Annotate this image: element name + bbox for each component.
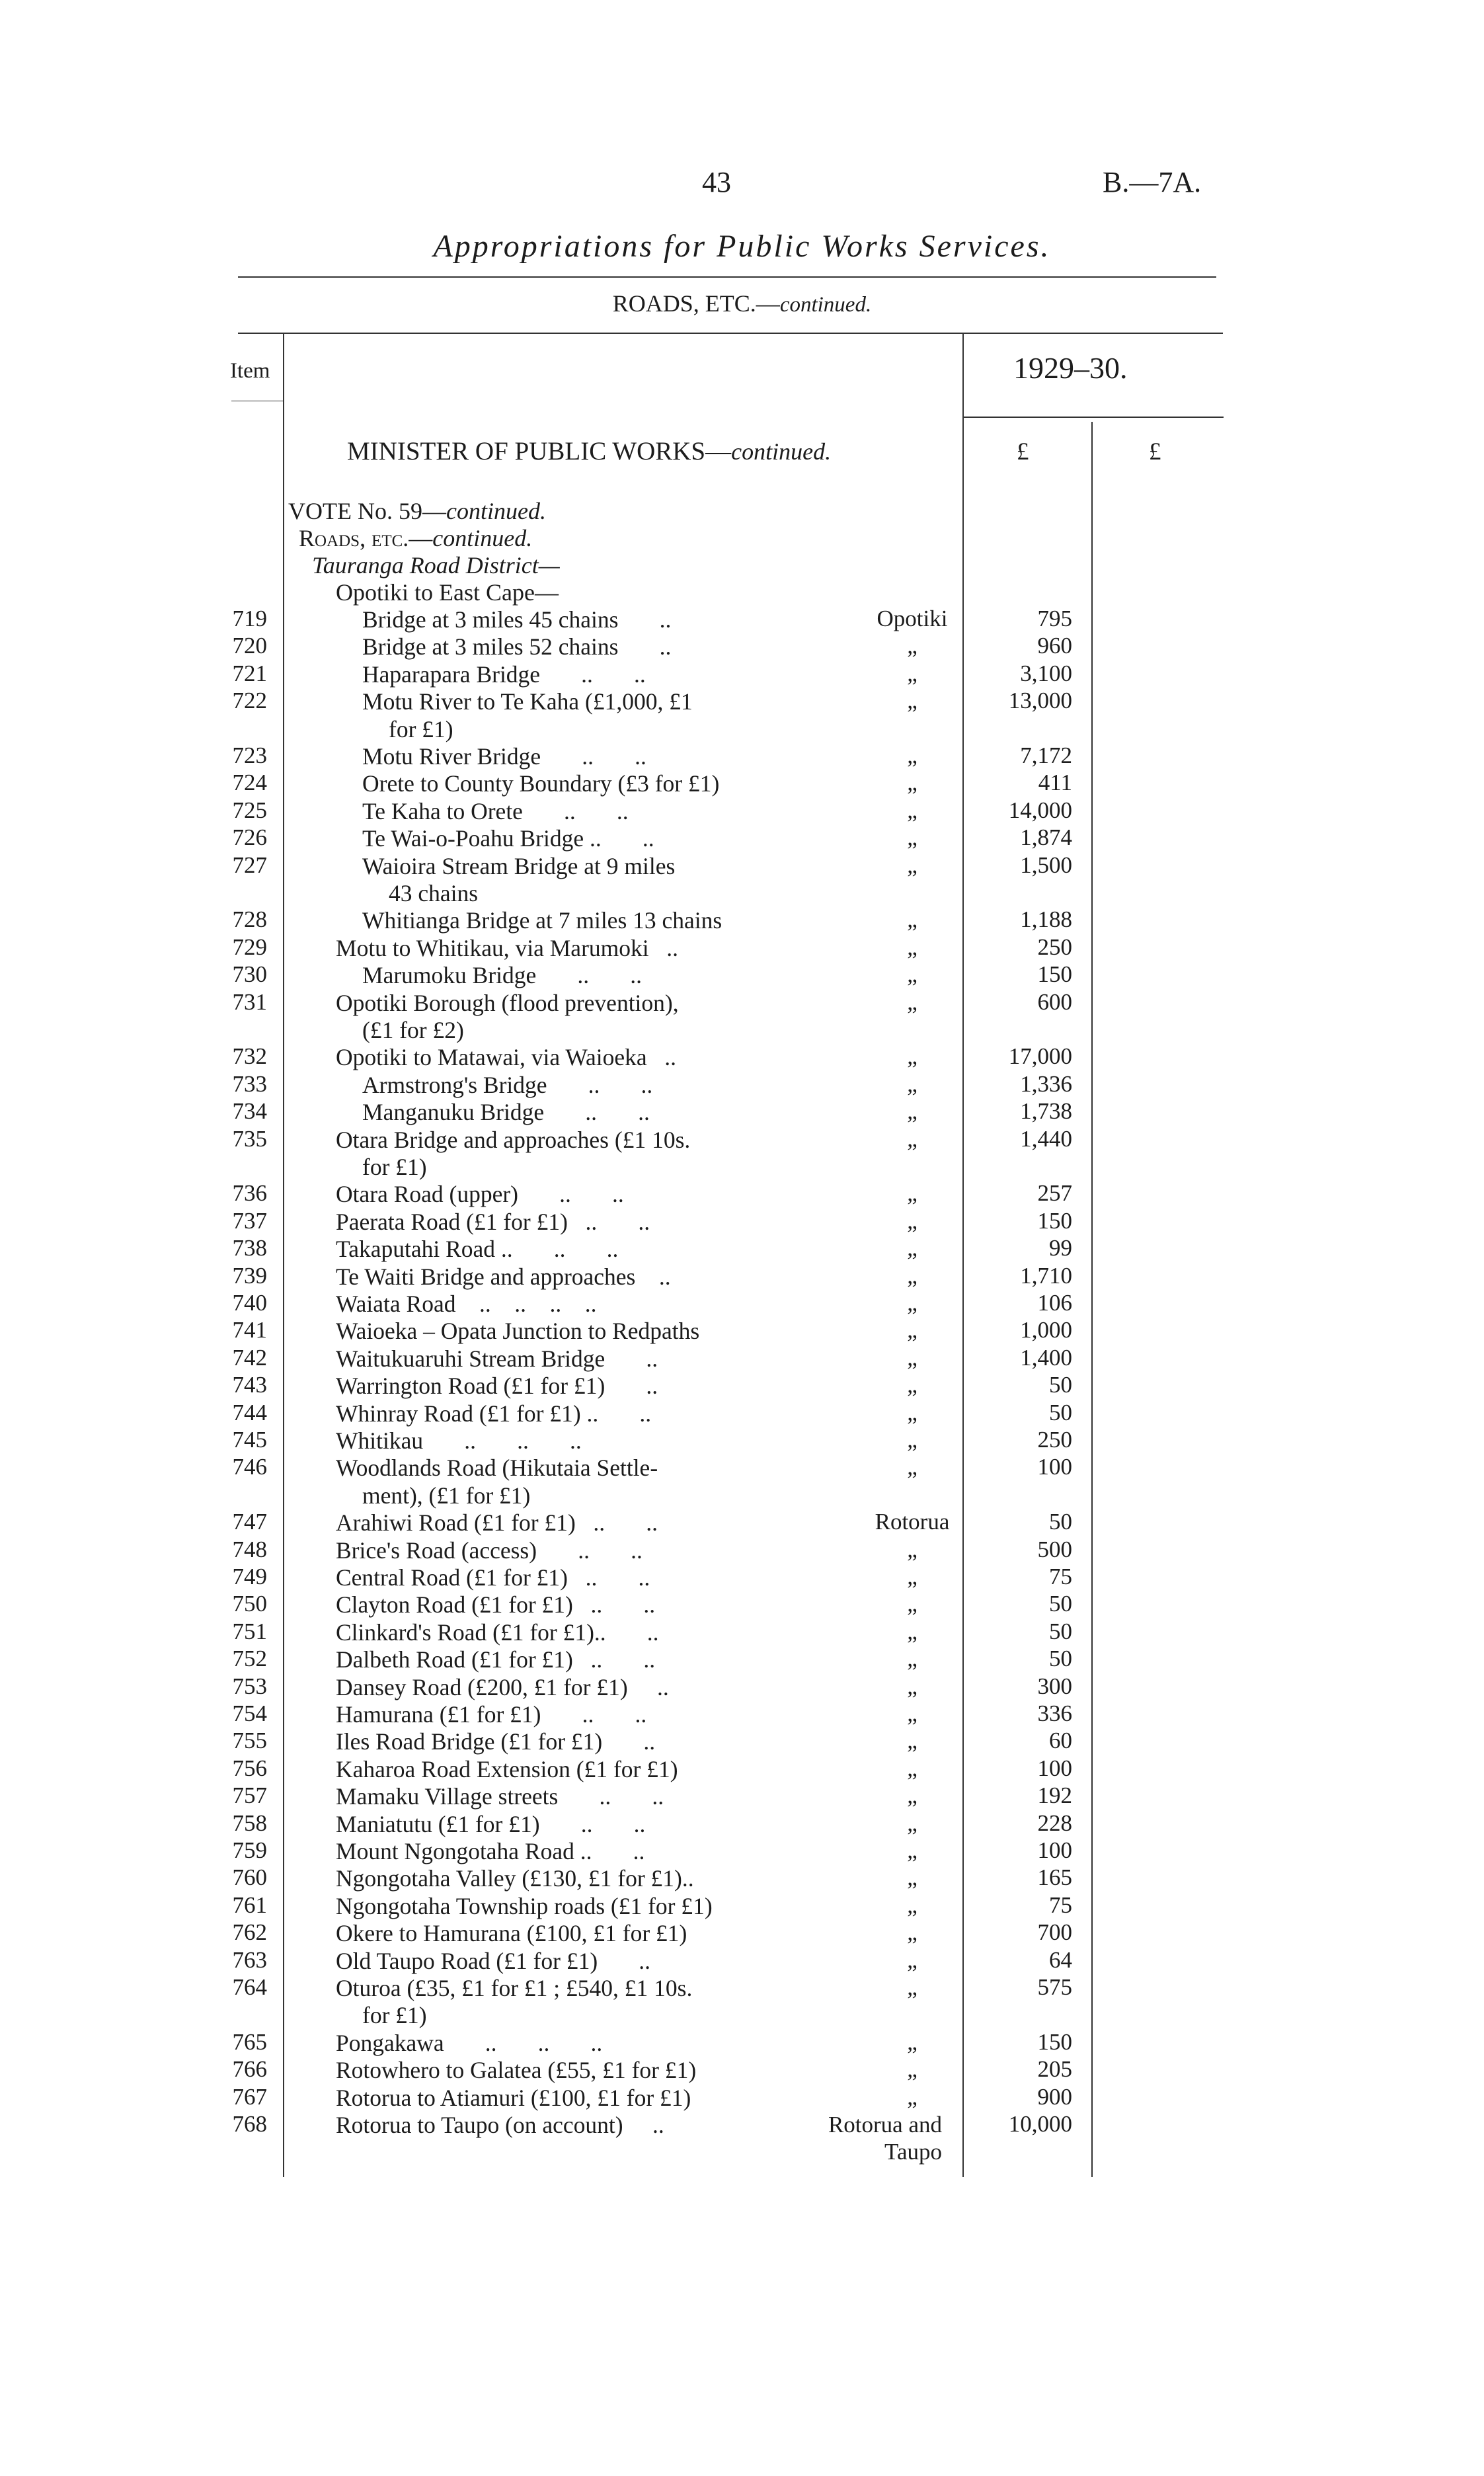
item-description-continued: for £1) <box>362 1154 427 1180</box>
item-number: 759 <box>232 1837 267 1863</box>
amount: 100 <box>1037 1837 1072 1863</box>
item-number: 719 <box>232 606 267 631</box>
item-description: Old Taupo Road (£1 for £1) .. <box>336 1947 651 1974</box>
ditto-mark: „ <box>907 1755 918 1781</box>
item-number: 744 <box>232 1399 267 1425</box>
item-description: Dansey Road (£200, £1 for £1) .. <box>336 1673 669 1700</box>
item-description: Marumoku Bridge .. .. <box>362 962 643 989</box>
ditto-mark: „ <box>907 1591 918 1617</box>
ditto-mark: „ <box>907 1810 918 1836</box>
item-number: 725 <box>232 797 267 823</box>
item-number: 734 <box>232 1098 267 1125</box>
item-number: 752 <box>232 1646 267 1672</box>
ditto-mark: „ <box>907 1125 918 1152</box>
item-number: 737 <box>232 1207 267 1234</box>
amount: 900 <box>1037 2083 1072 2110</box>
ditto-mark: „ <box>907 1700 918 1726</box>
amount: 50 <box>1049 1399 1072 1425</box>
item-number: 739 <box>232 1262 267 1289</box>
page-number: 43 <box>702 166 731 198</box>
item-number: 729 <box>232 934 267 960</box>
amount: 1,336 <box>1020 1070 1072 1097</box>
amount: 795 <box>1037 606 1072 631</box>
ditto-mark: „ <box>907 742 918 768</box>
ditto-mark: „ <box>907 1974 918 2000</box>
item-number: 765 <box>232 2028 267 2055</box>
amount: 100 <box>1037 1755 1072 1781</box>
item-number: 735 <box>232 1125 267 1152</box>
item-description: Te Wai-o-Poahu Bridge .. .. <box>362 825 654 852</box>
item-description: Brice's Road (access) .. .. <box>336 1537 643 1564</box>
ditto-mark: „ <box>907 660 918 686</box>
item-description: Takaputahi Road .. .. .. <box>336 1236 619 1263</box>
amount: 250 <box>1037 1427 1072 1453</box>
ditto-mark: „ <box>907 1399 918 1425</box>
ditto-mark: „ <box>907 1262 918 1289</box>
ditto-mark: „ <box>907 1372 918 1398</box>
minister-heading: MINISTER OF PUBLIC WORKS—continued. <box>347 437 832 465</box>
item-description: Arahiwi Road (£1 for £1) .. .. <box>336 1509 658 1537</box>
amount: 150 <box>1037 961 1072 988</box>
title-rule <box>238 276 1216 278</box>
item-description: Rotorua to Atiamuri (£100, £1 for £1) <box>336 2084 691 2111</box>
item-description: Iles Road Bridge (£1 for £1) .. <box>336 1728 656 1755</box>
amount: 165 <box>1037 1864 1072 1891</box>
ditto-mark: „ <box>907 906 918 933</box>
section-subtitle: ROADS, ETC.—continued. <box>612 290 872 317</box>
ditto-mark: „ <box>907 988 918 1015</box>
ditto-mark: „ <box>907 1070 918 1097</box>
ditto-mark: „ <box>907 633 918 659</box>
item-number: 758 <box>232 1810 267 1836</box>
item-description: Orete to County Boundary (£3 for £1) <box>362 770 720 797</box>
group-heading: Opotiki to East Cape— <box>336 579 559 606</box>
ditto-mark: „ <box>907 1454 918 1480</box>
amount: 64 <box>1049 1946 1072 1973</box>
item-number: 747 <box>232 1509 267 1535</box>
vote-heading: VOTE No. 59—continued. <box>288 498 546 524</box>
ditto-mark: „ <box>907 1427 918 1453</box>
item-description: Waitukuaruhi Stream Bridge .. <box>336 1345 658 1372</box>
amount: 960 <box>1037 633 1072 659</box>
year-header-rule <box>962 417 1224 418</box>
amount: 10,000 <box>1008 2111 1072 2137</box>
item-description: Otara Road (upper) .. .. <box>336 1181 624 1208</box>
item-description: Whitikau .. .. .. <box>336 1427 582 1454</box>
amount: 50 <box>1049 1509 1072 1535</box>
item-description: Opotiki to Matawai, via Waioeka .. <box>336 1044 677 1071</box>
amount: 228 <box>1037 1810 1072 1836</box>
amount: 7,172 <box>1020 742 1072 768</box>
item-description: Motu to Whitikau, via Marumoki .. <box>336 934 678 961</box>
item-number: 742 <box>232 1344 267 1371</box>
item-description: Hamurana (£1 for £1) .. .. <box>336 1701 647 1728</box>
item-number: 741 <box>232 1317 267 1343</box>
item-number: 723 <box>232 742 267 768</box>
item-number: 757 <box>232 1782 267 1809</box>
document-reference: B.—7A. <box>1103 166 1202 198</box>
item-number: 755 <box>232 1728 267 1754</box>
amount: 17,000 <box>1008 1043 1072 1070</box>
amount: 13,000 <box>1008 688 1072 714</box>
ditto-mark: „ <box>907 852 918 878</box>
amount: 106 <box>1037 1290 1072 1316</box>
item-number: 749 <box>232 1564 267 1589</box>
item-description: Mamaku Village streets .. .. <box>336 1783 664 1810</box>
amount: 50 <box>1049 1591 1072 1617</box>
item-number: 743 <box>232 1372 267 1398</box>
item-description: Whinray Road (£1 for £1) .. .. <box>336 1400 652 1427</box>
amount: 1,710 <box>1020 1262 1072 1289</box>
item-column-header: Item <box>230 359 270 383</box>
item-number: 766 <box>232 2056 267 2083</box>
item-description: Ngongotaha Township roads (£1 for £1) <box>336 1892 713 1919</box>
item-number: 733 <box>232 1070 267 1097</box>
item-number: 720 <box>232 633 267 659</box>
ditto-mark: „ <box>907 824 918 851</box>
item-number: 746 <box>232 1454 267 1480</box>
ditto-mark: „ <box>907 1180 918 1207</box>
district-name: Rotorua <box>875 1509 950 1535</box>
item-description: Mount Ngongotaha Road .. .. <box>336 1838 645 1864</box>
item-number: 731 <box>232 988 267 1015</box>
district-name: Rotorua and Taupo <box>828 2112 942 2165</box>
item-description: Oturoa (£35, £1 for £1 ; £540, £1 10s. <box>336 1975 693 2001</box>
item-description-continued: ment), (£1 for £1) <box>362 1482 531 1509</box>
ditto-mark: „ <box>907 1892 918 1918</box>
ditto-mark: „ <box>907 2056 918 2083</box>
ditto-mark: „ <box>907 1043 918 1070</box>
ditto-mark: „ <box>907 1782 918 1809</box>
amount: 1,440 <box>1020 1125 1072 1152</box>
item-description: Manganuku Bridge .. .. <box>362 1099 650 1126</box>
item-description-continued: (£1 for £2) <box>362 1017 464 1043</box>
item-number: 727 <box>232 852 267 878</box>
item-number: 721 <box>232 660 267 686</box>
item-number: 762 <box>232 1919 267 1946</box>
ditto-mark: „ <box>907 1344 918 1371</box>
ditto-mark: „ <box>907 797 918 823</box>
item-column-divider <box>283 333 284 2177</box>
item-number: 724 <box>232 770 267 796</box>
item-description: Te Waiti Bridge and approaches .. <box>336 1263 671 1290</box>
amount: 1,500 <box>1020 852 1072 878</box>
amount: 14,000 <box>1008 797 1072 823</box>
ditto-mark: „ <box>907 1098 918 1125</box>
ditto-mark: „ <box>907 2083 918 2110</box>
item-number: 764 <box>232 1974 267 2000</box>
amount: 1,874 <box>1020 824 1072 851</box>
ditto-mark: „ <box>907 1673 918 1699</box>
item-number: 761 <box>232 1892 267 1918</box>
item-number: 750 <box>232 1591 267 1617</box>
item-description: Motu River to Te Kaha (£1,000, £1 <box>362 688 693 715</box>
item-description: Okere to Hamurana (£100, £1 for £1) <box>336 1920 687 1947</box>
amount: 700 <box>1037 1919 1072 1946</box>
district-heading: Tauranga Road District— <box>312 552 560 579</box>
amount: 50 <box>1049 1618 1072 1644</box>
amount: 1,738 <box>1020 1098 1072 1125</box>
amount: 250 <box>1037 934 1072 960</box>
item-number: 760 <box>232 1864 267 1891</box>
ditto-mark: „ <box>907 1290 918 1316</box>
amount: 257 <box>1037 1180 1072 1207</box>
item-description: Otara Bridge and approaches (£1 10s. <box>336 1126 691 1153</box>
item-description: Bridge at 3 miles 52 chains .. <box>362 633 672 660</box>
item-number: 763 <box>232 1946 267 1973</box>
table-top-rule <box>238 333 1223 334</box>
item-description: Paerata Road (£1 for £1) .. .. <box>336 1208 650 1235</box>
amount: 100 <box>1037 1454 1072 1480</box>
ditto-mark: „ <box>907 688 918 714</box>
amount: 575 <box>1037 1974 1072 2000</box>
ditto-mark: „ <box>907 1564 918 1589</box>
item-number: 748 <box>232 1536 267 1562</box>
item-description: Rotorua to Taupo (on account) .. <box>336 2112 664 2138</box>
amount: 3,100 <box>1020 660 1072 686</box>
item-description: Waioeka – Opata Junction to Redpaths <box>336 1318 700 1345</box>
amount: 99 <box>1049 1235 1072 1261</box>
item-description: Te Kaha to Orete .. .. <box>362 797 629 824</box>
item-description: Pongakawa .. .. .. <box>336 2029 603 2056</box>
ditto-mark: „ <box>907 1946 918 1973</box>
ditto-mark: „ <box>907 1207 918 1234</box>
ditto-mark: „ <box>907 1536 918 1562</box>
ditto-mark: „ <box>907 961 918 988</box>
item-description: Waioira Stream Bridge at 9 miles <box>362 852 676 879</box>
item-number: 753 <box>232 1673 267 1699</box>
item-description-continued: for £1) <box>362 2002 427 2029</box>
item-number: 738 <box>232 1235 267 1261</box>
currency-symbol-1: £ <box>1017 438 1029 465</box>
amount: 1,188 <box>1020 906 1072 933</box>
item-description: Woodlands Road (Hikutaia Settle- <box>336 1455 658 1482</box>
amount: 600 <box>1037 988 1072 1015</box>
item-description: Warrington Road (£1 for £1) .. <box>336 1373 658 1400</box>
ditto-mark: „ <box>907 1317 918 1343</box>
item-description: Central Road (£1 for £1) .. .. <box>336 1564 650 1591</box>
item-description: Maniatutu (£1 for £1) .. .. <box>336 1810 646 1837</box>
amount: 192 <box>1037 1782 1072 1809</box>
amount: 300 <box>1037 1673 1072 1699</box>
item-number: 751 <box>232 1618 267 1644</box>
item-description: Bridge at 3 miles 45 chains .. <box>362 606 672 633</box>
ditto-mark: „ <box>907 1864 918 1891</box>
amount-column-mid-divider <box>1091 422 1093 2177</box>
amount: 500 <box>1037 1536 1072 1562</box>
ditto-mark: „ <box>907 1235 918 1261</box>
item-description: Motu River Bridge .. .. <box>362 743 646 770</box>
ditto-mark: „ <box>907 1919 918 1946</box>
item-number: 726 <box>232 824 267 851</box>
amount: 1,000 <box>1020 1317 1072 1343</box>
item-number: 754 <box>232 1700 267 1726</box>
item-description: Haparapara Bridge .. .. <box>362 660 646 688</box>
ditto-mark: „ <box>907 770 918 796</box>
item-description: Kaharoa Road Extension (£1 for £1) <box>336 1755 678 1782</box>
item-description: Whitianga Bridge at 7 miles 13 chains <box>362 907 722 934</box>
item-number: 768 <box>232 2111 267 2137</box>
item-description: Ngongotaha Valley (£130, £1 for £1).. <box>336 1865 694 1892</box>
item-description: Clinkard's Road (£1 for £1).. .. <box>336 1618 659 1646</box>
item-number: 745 <box>232 1427 267 1453</box>
amount: 75 <box>1049 1892 1072 1918</box>
item-description: Rotowhero to Galatea (£55, £1 for £1) <box>336 2057 697 2084</box>
item-description: Opotiki Borough (flood prevention), <box>336 989 679 1016</box>
amount: 336 <box>1037 1700 1072 1726</box>
district-name: Opotiki <box>877 606 948 631</box>
amount: 50 <box>1049 1372 1072 1398</box>
item-number: 756 <box>232 1755 267 1781</box>
item-number: 736 <box>232 1180 267 1207</box>
item-number: 767 <box>232 2083 267 2110</box>
amount: 150 <box>1037 2028 1072 2055</box>
amount: 60 <box>1049 1728 1072 1754</box>
ditto-mark: „ <box>907 2028 918 2055</box>
item-number: 732 <box>232 1043 267 1070</box>
item-number: 728 <box>232 906 267 933</box>
item-description-continued: 43 chains <box>389 880 479 906</box>
page-title: Appropriations for Public Works Services. <box>433 229 1051 264</box>
roads-heading: Roads, etc.—continued. <box>299 525 533 551</box>
currency-symbol-2: £ <box>1149 438 1161 465</box>
year-column-header: 1929–30. <box>1013 351 1128 385</box>
amount: 411 <box>1038 770 1072 796</box>
amount: 150 <box>1037 1207 1072 1234</box>
item-number: 722 <box>232 688 267 714</box>
item-number: 740 <box>232 1290 267 1316</box>
amount: 50 <box>1049 1646 1072 1672</box>
item-description: Armstrong's Bridge .. .. <box>362 1071 653 1098</box>
item-description: Clayton Road (£1 for £1) .. .. <box>336 1591 656 1618</box>
item-number: 730 <box>232 961 267 988</box>
ditto-mark: „ <box>907 1728 918 1754</box>
item-description: Waiata Road .. .. .. .. <box>336 1291 597 1317</box>
ditto-mark: „ <box>907 1646 918 1672</box>
amount: 205 <box>1037 2056 1072 2083</box>
ditto-mark: „ <box>907 934 918 960</box>
item-description-continued: for £1) <box>389 715 453 742</box>
amount: 1,400 <box>1020 1344 1072 1371</box>
ditto-mark: „ <box>907 1837 918 1863</box>
item-description: Dalbeth Road (£1 for £1) .. .. <box>336 1646 656 1673</box>
ditto-mark: „ <box>907 1618 918 1644</box>
amount: 75 <box>1049 1564 1072 1589</box>
